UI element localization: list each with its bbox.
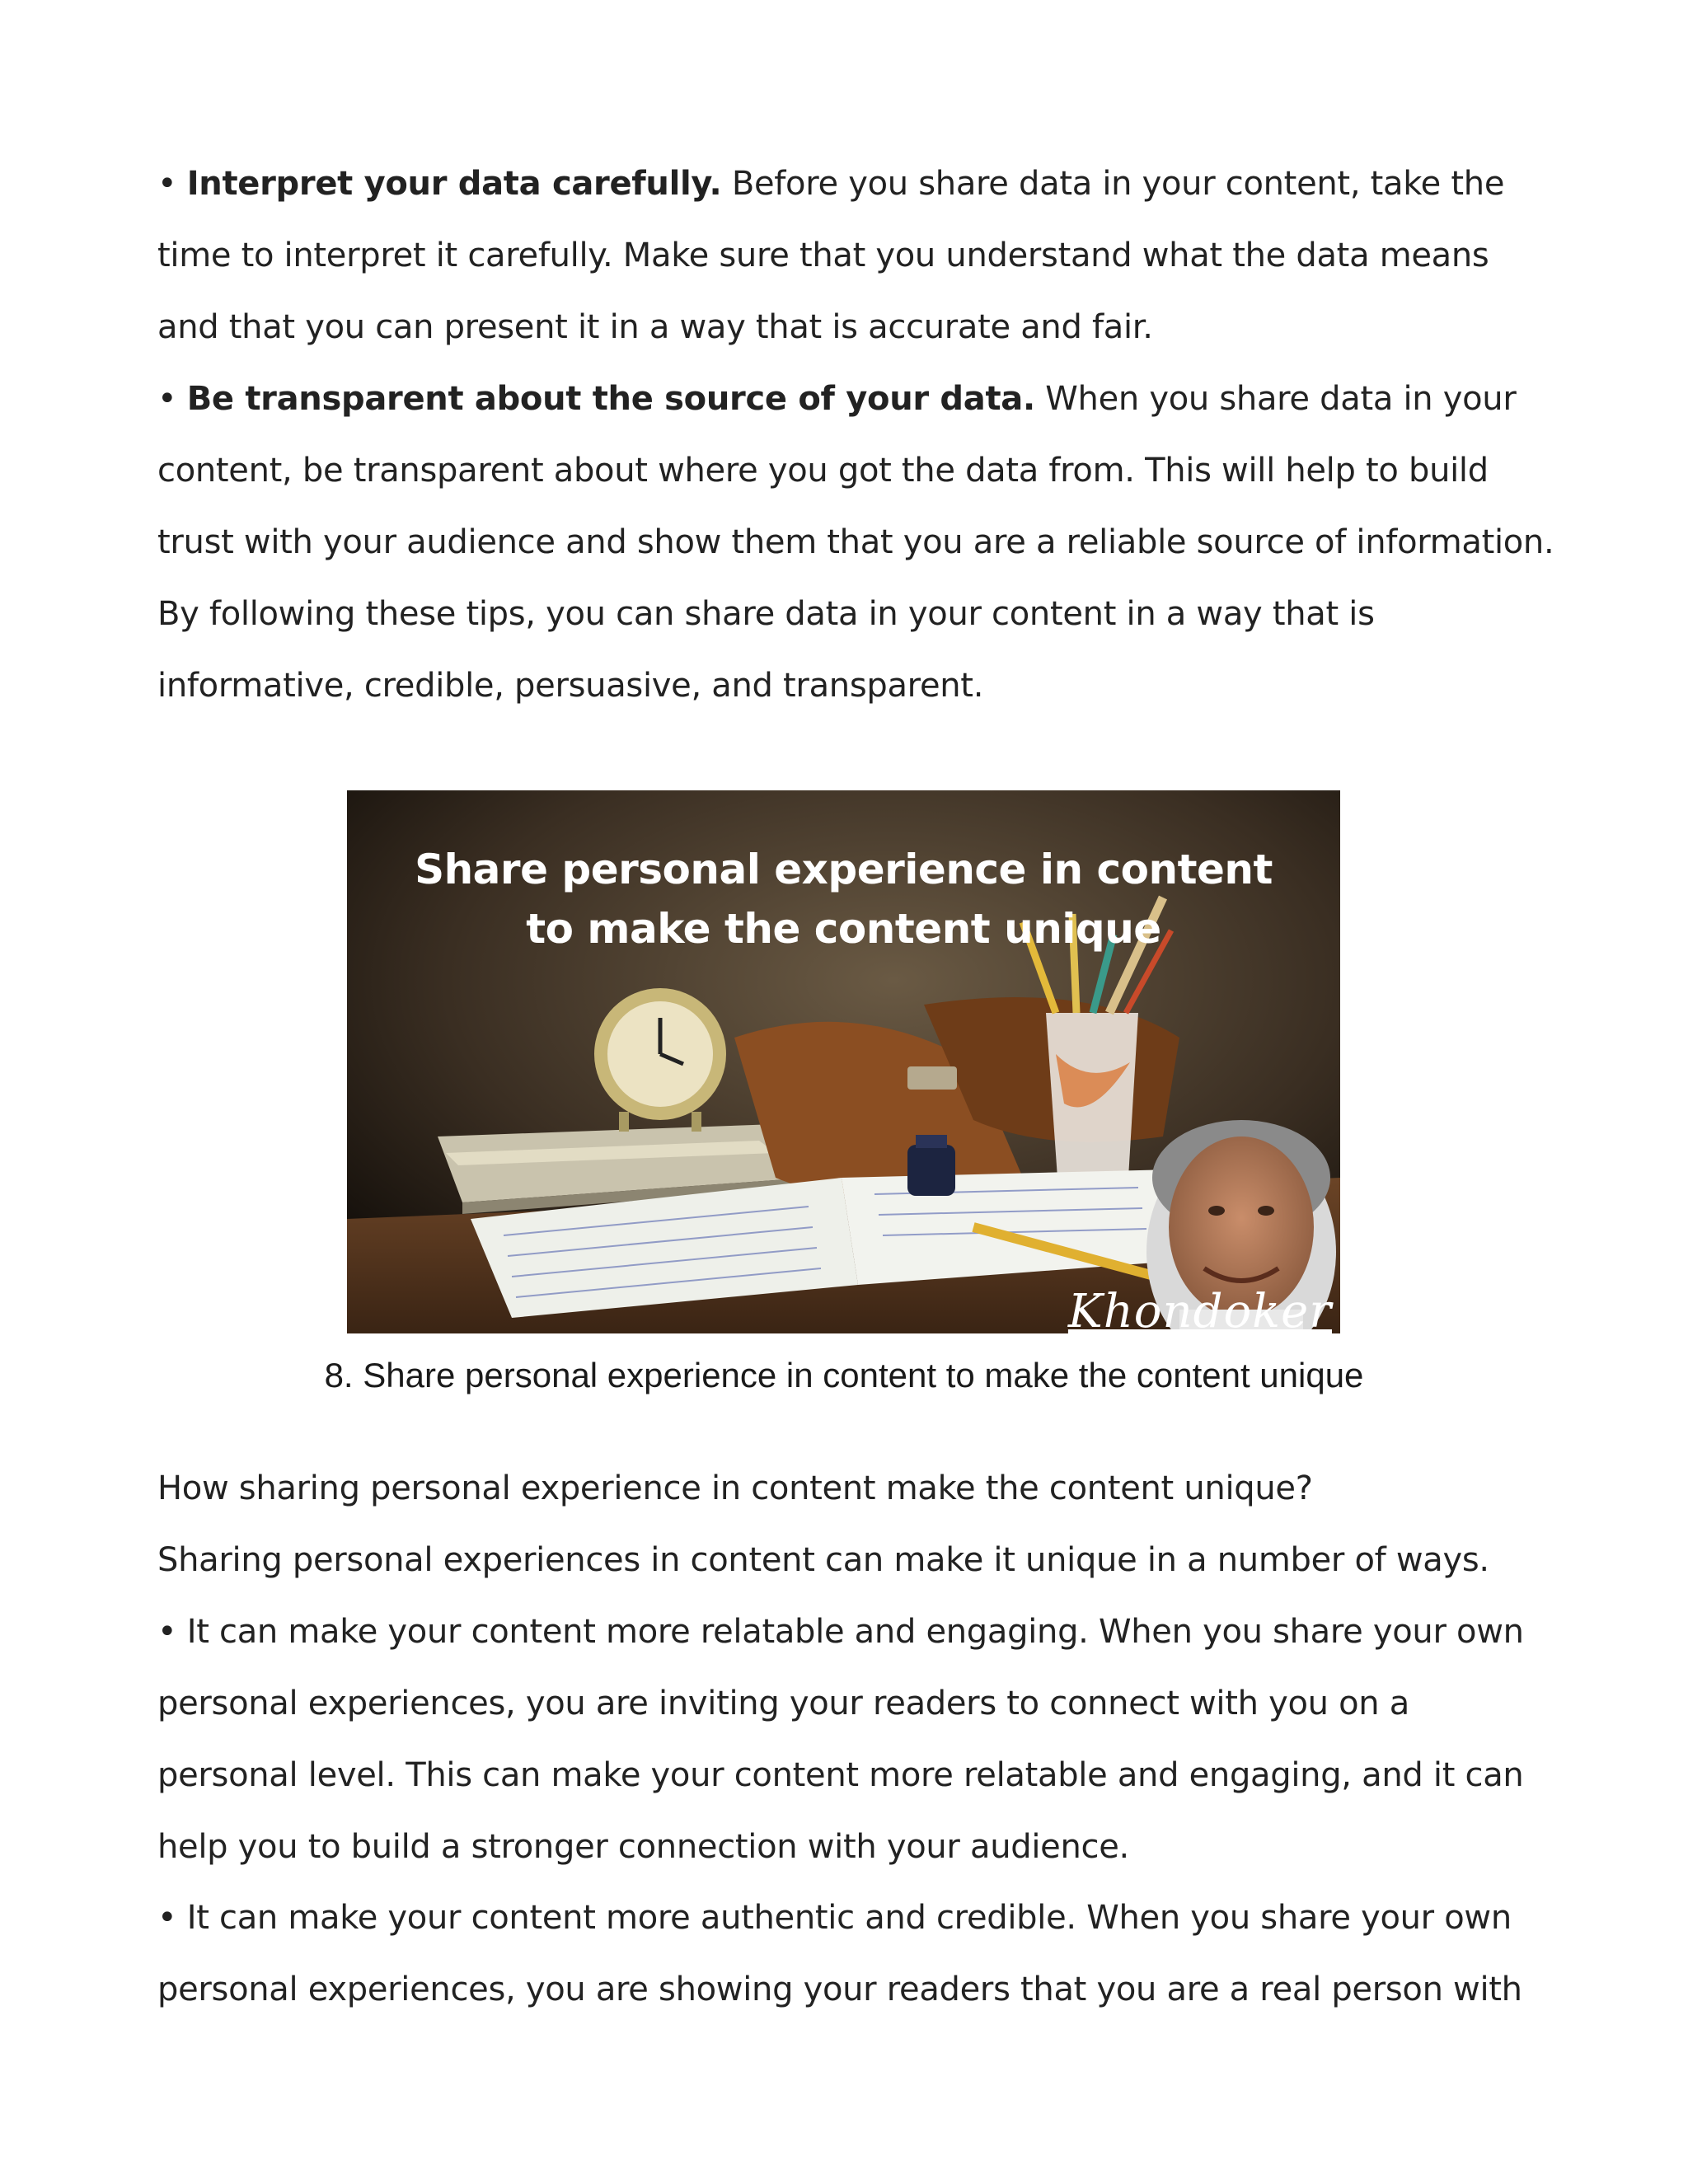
bullet-heading: Be transparent about the source of your data. <box>186 380 1035 418</box>
intro-paragraph: Sharing personal experiences in content can make it unique in a number of ways. <box>157 1541 1489 1579</box>
image-title-line-2: to make the content unique <box>526 905 1161 953</box>
figure-caption: 8. Share personal experience in content to make the content unique <box>324 1356 1364 1394</box>
signature-watermark: Khondoker <box>1067 1285 1332 1333</box>
image-title-line-1: Share personal experience in content <box>415 846 1273 893</box>
bullet-heading: Interpret your data carefully. <box>186 165 722 203</box>
bullet-interpret-data: • Interpret your data carefully. Before you share data in your content, take the time to interpret it carefully. Make sure that you understand what the data means and that you can present it in a way that is accurate and fair. <box>157 165 1505 346</box>
summary-paragraph: By following these tips, you can share data in your content in a way that is informative, credible, persuasive, and transparent. <box>157 595 1375 705</box>
section-question: How sharing personal experience in content make the content unique? <box>157 1469 1313 1507</box>
bullet-authentic: • It can make your content more authentic and credible. When you share your own personal experiences, you are showing your readers that you are a real person with <box>157 1899 1522 2008</box>
article-illustration <box>347 790 1340 1333</box>
bullet-relatable: • It can make your content more relatable and engaging. When you share your own personal experiences, you are inviting your readers to connect with you on a personal level. This can make your content more relatable and engaging, and it can help you to build a stronger connection with your audience. <box>157 1613 1524 1866</box>
bullet-transparent-source: • Be transparent about the source of your data. When you share data in your content, be transparent about where you got the data from. This will help to build trust with your audience and show them that you are a reliable source of information. <box>157 380 1554 561</box>
